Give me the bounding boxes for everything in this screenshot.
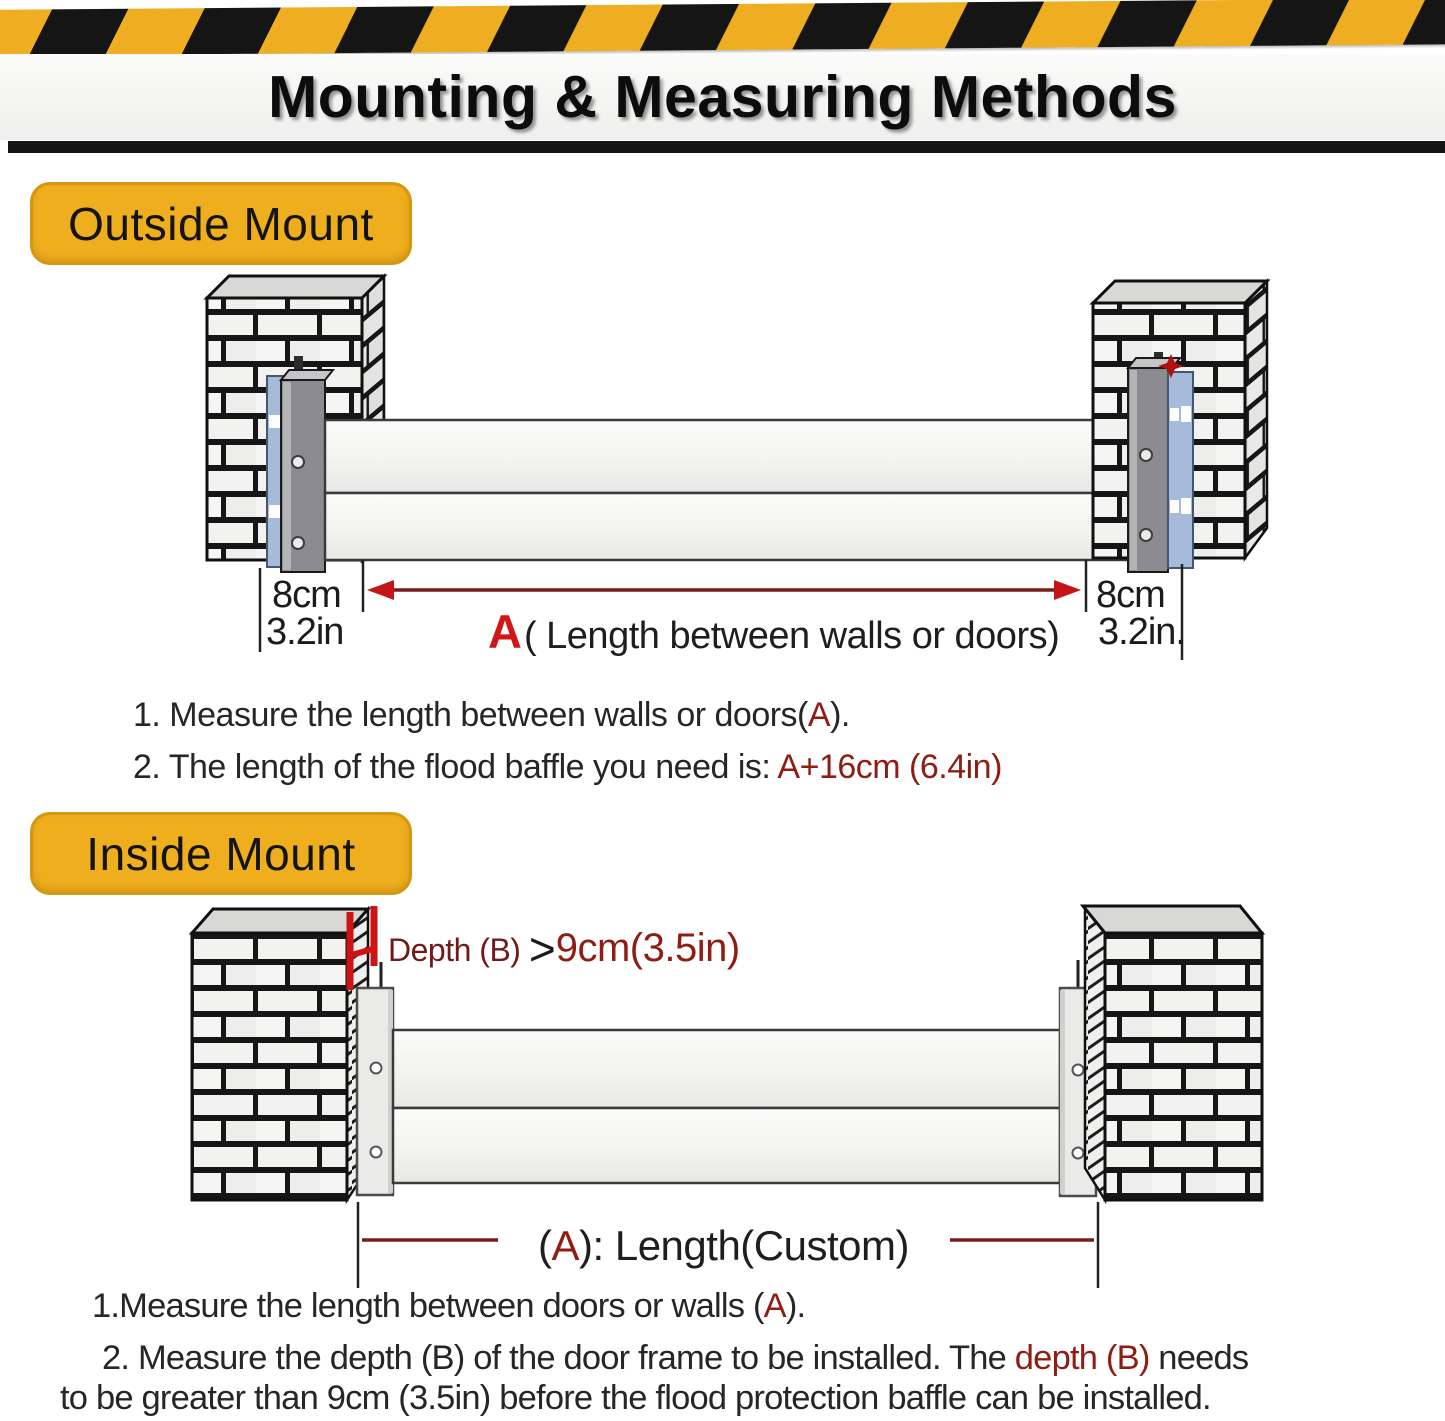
depth-b-label: Depth (B) >9cm(3.5in) (388, 923, 740, 975)
screw-hole (292, 537, 304, 549)
seal-highlight (269, 415, 281, 428)
outside-barrier-panels (325, 420, 1130, 560)
barrier-panel-top (393, 1030, 1060, 1108)
screw-hole (1073, 1065, 1084, 1076)
length-a-label: A( Length between walls or doors) (488, 605, 1060, 658)
inside-bracket-left (357, 962, 393, 1195)
outside-step-2: 2. The length of the flood baffle you need is: A+16cm (6.4in) (133, 748, 1002, 786)
pillar-side-face (1245, 281, 1267, 558)
channel-highlight (283, 382, 291, 570)
length-custom-label: (A): Length(Custom) (538, 1222, 909, 1269)
barrier-panel-top (325, 420, 1130, 493)
seal-strip-right (1168, 372, 1193, 568)
barrier-panel-bottom (325, 493, 1130, 560)
outside-mount-badge: Outside Mount (30, 182, 412, 265)
arrowhead-right (1054, 580, 1081, 600)
page-title: Mounting & Measuring Methods (268, 64, 1177, 130)
flat-bracket-left (357, 988, 393, 1195)
screw-hole (1140, 449, 1152, 461)
seal-highlight (1170, 500, 1179, 513)
channel-top-cap (281, 370, 333, 380)
dim-right-cm: 8cm (1096, 574, 1165, 616)
screw-hole (371, 1063, 382, 1074)
bracket-shade (1060, 990, 1065, 1194)
arrowhead-left (367, 580, 394, 600)
pillar-front-face (1105, 933, 1262, 1200)
pillar-top-face (207, 276, 384, 298)
screw-hole (371, 1147, 382, 1158)
seal-highlight (1181, 406, 1191, 422)
dim-left-cm: 8cm (272, 574, 341, 616)
inside-pillar-right (1083, 906, 1262, 1200)
pillar-front-face (192, 933, 347, 1200)
length-a-letter: A (488, 605, 522, 658)
inside-barrier-panels (393, 1030, 1060, 1183)
screw-hole (292, 456, 304, 468)
screw-hole (1140, 529, 1152, 541)
seal-highlight (269, 505, 281, 518)
outside-bracket-right (1128, 352, 1193, 572)
pillar-top-face (192, 909, 368, 933)
inside-mount-badge: Inside Mount (30, 812, 412, 895)
pillar-top-face (1083, 906, 1262, 933)
pillar-top-face (1093, 281, 1267, 303)
dim-right-in: 3.2in. (1098, 611, 1185, 653)
channel-highlight (1130, 370, 1137, 570)
seal-highlight (1170, 408, 1179, 421)
barrier-panel-bottom (393, 1108, 1060, 1183)
dim-left-in: 3.2in (266, 611, 344, 653)
outside-bracket-left (267, 356, 333, 572)
seal-highlight (1181, 498, 1191, 514)
inside-step-2-line-2: to be greater than 9cm (3.5in) before the flood protection baffle can be installed. (60, 1379, 1211, 1417)
outside-step-1: 1. Measure the length between walls or doors(A). (133, 696, 850, 734)
inside-step-2-line-1: 2. Measure the depth (B) of the door frame to be installed. The depth (B) needs (102, 1339, 1249, 1377)
screw-hole (1073, 1148, 1084, 1159)
inside-pillar-left (192, 909, 368, 1200)
pillar-reveal-face (1085, 908, 1105, 1200)
inside-step-1: 1.Measure the length between doors or walls (A). (92, 1287, 806, 1325)
